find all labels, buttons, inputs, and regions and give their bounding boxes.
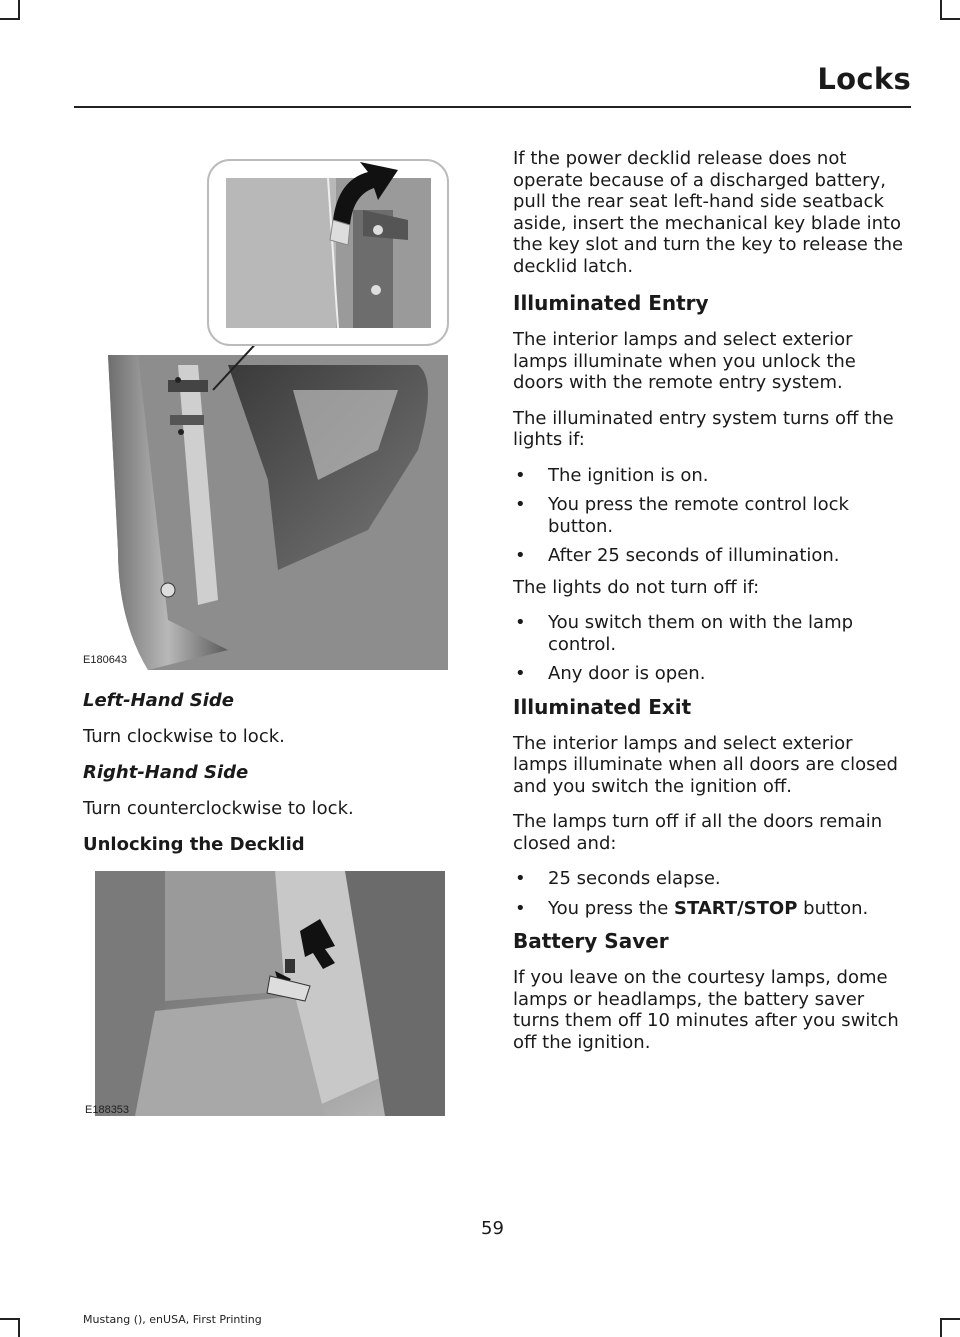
crop-mark (940, 0, 942, 20)
seatback-drawing (95, 871, 445, 1116)
left-hand-side-text: Turn clockwise to lock. (83, 726, 285, 747)
page-number: 59 (481, 1218, 504, 1239)
start-stop-label: START/STOP (674, 897, 798, 919)
page-title: Locks (817, 62, 911, 96)
decklid-release-paragraph: If the power decklid release does not operate because of a discharged battery, pull the rear seat left-hand side seatback aside, insert the mechanical key blade into the key slot and turn the key to release the decklid latch. (513, 148, 904, 277)
illuminated-entry-heading: Illuminated Entry (513, 291, 709, 315)
bullet: • (515, 545, 526, 566)
list-item: • The ignition is on. (515, 464, 709, 486)
bullet: • (515, 464, 526, 486)
figure-id: E188353 (85, 1104, 130, 1116)
crop-mark (0, 1318, 18, 1320)
footer-text: Mustang (), enUSA, First Printing (83, 1313, 262, 1326)
unlocking-decklid-heading: Unlocking the Decklid (83, 834, 305, 855)
door-lock-drawing (78, 150, 456, 670)
list-item: • 25 seconds elapse. (515, 868, 721, 889)
list-item: • Any door is open. (515, 663, 706, 684)
lamps-turn-off-paragraph: The lamps turn off if all the doors remain closed and: (513, 811, 883, 854)
entry-turns-off-paragraph: The illuminated entry system turns off the lights if: (513, 407, 894, 450)
bullet: • (515, 868, 526, 889)
right-hand-side-heading: Right-Hand Side (83, 761, 249, 783)
illuminated-entry-paragraph: The interior lamps and select exterior lamps illuminate when you unlock the doors with the remote entry system. (513, 329, 856, 393)
right-column (513, 148, 908, 1067)
bullet: • (515, 494, 526, 515)
illuminated-exit-paragraph: The interior lamps and select exterior lamps illuminate when all doors are closed and you switch the ignition off. (513, 732, 898, 797)
list-item: • You press the remote control lock button. (515, 494, 849, 537)
left-hand-side-heading: Left-Hand Side (83, 690, 234, 711)
entry-turn-off-list (513, 465, 908, 567)
list-item: • You press the START/STOP button. (515, 897, 869, 919)
list-item: • You switch them on with the lamp control. (515, 612, 854, 655)
list-item: • After 25 seconds of illumination. (515, 545, 840, 566)
bullet: • (515, 897, 526, 919)
door-lock-illustration (78, 150, 456, 670)
crop-mark (942, 18, 960, 20)
crop-mark (940, 1318, 942, 1337)
seatback-illustration (85, 871, 445, 1116)
crop-mark (0, 18, 18, 20)
bullet: • (515, 612, 526, 633)
crop-mark (18, 1318, 20, 1337)
lights-not-off-paragraph: The lights do not turn off if: (513, 576, 760, 598)
left-column (83, 150, 463, 1116)
battery-saver-paragraph: If you leave on the courtesy lamps, dome lamps or headlamps, the battery saver turns them off 10 minutes after you switch off the ignition. (513, 967, 899, 1053)
figure-id: E180643 (83, 654, 128, 666)
crop-mark (942, 1318, 960, 1320)
battery-saver-heading: Battery Saver (513, 929, 669, 953)
illuminated-exit-heading: Illuminated Exit (513, 694, 692, 719)
bullet: • (515, 663, 526, 684)
crop-mark (18, 0, 20, 20)
title-divider (74, 106, 911, 108)
right-hand-side-text: Turn counterclockwise to lock. (83, 797, 354, 819)
lights-not-off-list (513, 612, 908, 685)
exit-turn-off-list (513, 868, 908, 919)
